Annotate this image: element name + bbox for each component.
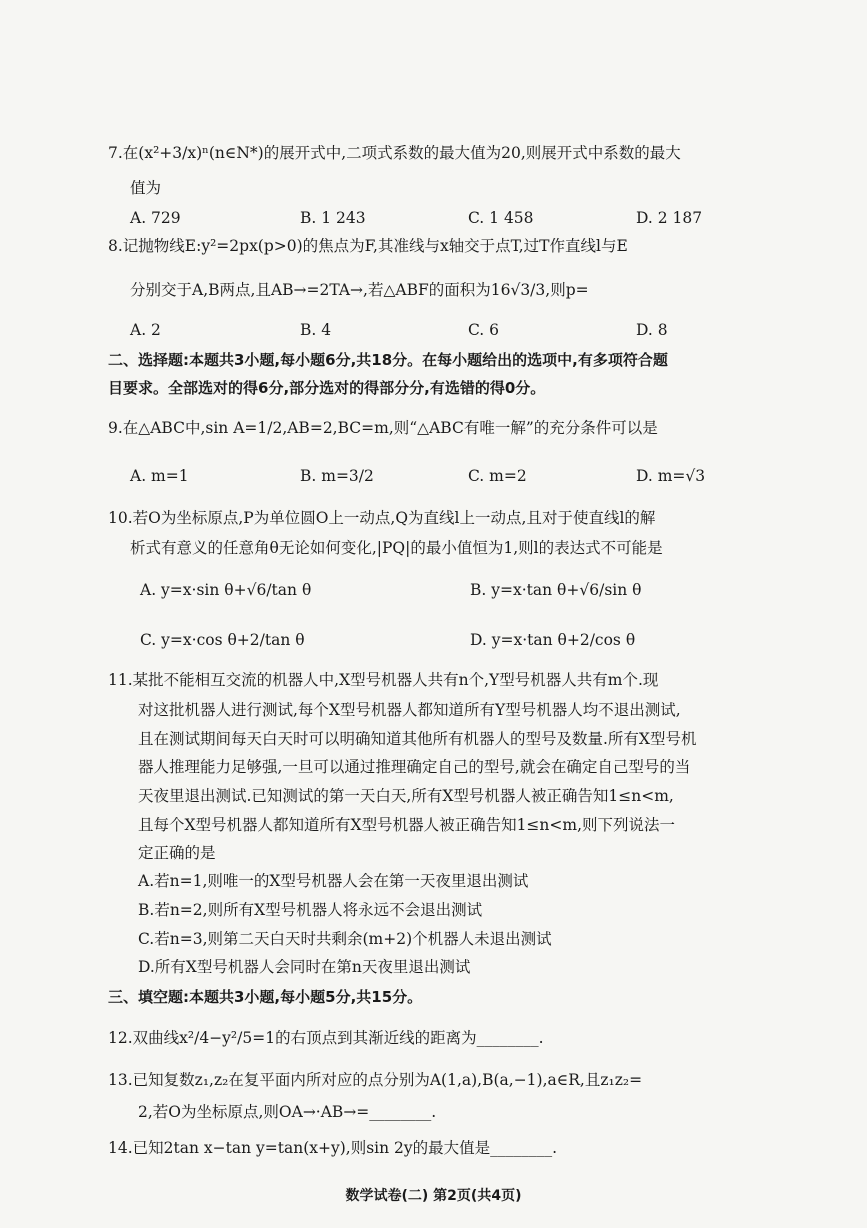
- q11-line-2: 对这批机器人进行测试,每个X型号机器人都知道所有Y型号机器人均不退出测试,: [138, 701, 681, 719]
- q12-line-1: 12.双曲线x²/4−y²/5=1的右顶点到其渐近线的距离为________.: [108, 1029, 544, 1047]
- q14-line-1: 14.已知2tan x−tan y=tan(x+y),则sin 2y的最大值是________.: [108, 1139, 558, 1157]
- page-footer: 数学试卷(二) 第2页(共4页): [345, 1188, 522, 1204]
- q11-line-7: 定正确的是: [138, 844, 216, 862]
- q8-option-a: A. 2: [130, 321, 161, 339]
- q10-option-d: D. y=x·tan θ+2/cos θ: [470, 631, 636, 649]
- q7-line-2: 值为: [130, 179, 162, 197]
- q9-option-b: B. m=3/2: [300, 467, 374, 485]
- q7-option-a: A. 729: [130, 209, 181, 227]
- q10-line-1: 10.若O为坐标原点,P为单位圆O上一动点,Q为直线l上一动点,且对于使直线l的解: [108, 509, 656, 527]
- q13-line-2: 2,若O为坐标原点,则OA→·AB→=________.: [138, 1103, 437, 1121]
- section-2-line-1: 二、选择题:本题共3小题,每小题6分,共18分。在每小题给出的选项中,有多项符合题: [108, 351, 668, 369]
- q8-line-1: 8.记抛物线E:y²=2px(p>0)的焦点为F,其准线与x轴交于点T,过T作直线l与E: [108, 237, 628, 255]
- q11-line-6: 且每个X型号机器人都知道所有X型号机器人被正确告知1≤n<m,则下列说法一: [138, 816, 676, 834]
- q10-line-2: 析式有意义的任意角θ无论如何变化,|PQ|的最小值恒为1,则l的表达式不可能是: [130, 539, 663, 557]
- q8-line-2: 分别交于A,B两点,且AB→=2TA→,若△ABF的面积为16√3/3,则p=: [130, 281, 589, 299]
- q9-option-a: A. m=1: [130, 467, 189, 485]
- q7-option-c: C. 1 458: [468, 209, 534, 227]
- q10-option-b: B. y=x·tan θ+√6/sin θ: [470, 581, 642, 599]
- q13-line-1: 13.已知复数z₁,z₂在复平面内所对应的点分别为A(1,a),B(a,−1),a∈R,且z₁z₂=: [108, 1071, 643, 1089]
- q7-line-1: 7.在(x²+3/x)ⁿ(n∈N*)的展开式中,二项式系数的最大值为20,则展开式中系数的最大: [108, 144, 681, 162]
- q11-line-1: 11.某批不能相互交流的机器人中,X型号机器人共有n个,Y型号机器人共有m个.现: [108, 671, 659, 689]
- q11-option-b: B.若n=2,则所有X型号机器人将永远不会退出测试: [138, 901, 483, 919]
- q10-option-a: A. y=x·sin θ+√6/tan θ: [140, 581, 312, 599]
- q11-option-a: A.若n=1,则唯一的X型号机器人会在第一天夜里退出测试: [138, 872, 529, 890]
- q11-line-5: 天夜里退出测试.已知测试的第一天白天,所有X型号机器人被正确告知1≤n<m,: [138, 787, 674, 805]
- q7-option-d: D. 2 187: [636, 209, 703, 227]
- q7-option-b: B. 1 243: [300, 209, 366, 227]
- q11-option-c: C.若n=3,则第二天白天时共剩余(m+2)个机器人未退出测试: [138, 930, 552, 948]
- q11-line-3: 且在测试期间每天白天时可以明确知道其他所有机器人的型号及数量.所有X型号机: [138, 730, 697, 748]
- q8-option-d: D. 8: [636, 321, 668, 339]
- q10-option-c: C. y=x·cos θ+2/tan θ: [140, 631, 305, 649]
- q9-line-1: 9.在△ABC中,sin A=1/2,AB=2,BC=m,则“△ABC有唯一解”的充分条件可以是: [108, 419, 658, 437]
- q8-option-b: B. 4: [300, 321, 332, 339]
- q11-line-4: 器人推理能力足够强,一旦可以通过推理确定自己的型号,就会在确定自己型号的当: [138, 758, 691, 776]
- q9-option-d: D. m=√3: [636, 467, 706, 485]
- section-2-line-2: 目要求。全部选对的得6分,部分选对的得部分分,有选错的得0分。: [108, 379, 546, 397]
- q11-option-d: D.所有X型号机器人会同时在第n天夜里退出测试: [138, 958, 471, 976]
- section-3-line-1: 三、填空题:本题共3小题,每小题5分,共15分。: [108, 988, 423, 1006]
- q8-option-c: C. 6: [468, 321, 500, 339]
- q9-option-c: C. m=2: [468, 467, 527, 485]
